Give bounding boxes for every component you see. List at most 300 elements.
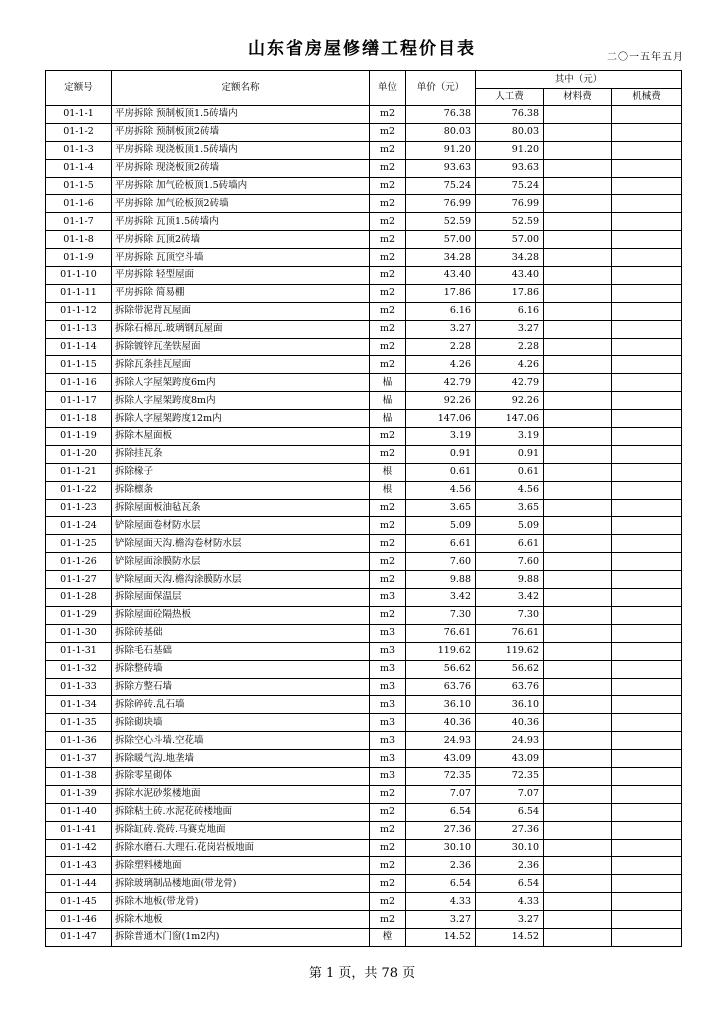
row-material — [544, 571, 612, 589]
row-material — [544, 714, 612, 732]
row-price: 3.27 — [406, 320, 476, 338]
row-price: 0.61 — [406, 463, 476, 481]
row-name: 拆除零星砌体 — [112, 767, 370, 785]
row-code: 01-1-15 — [46, 356, 112, 374]
row-price: 72.35 — [406, 767, 476, 785]
row-price: 91.20 — [406, 141, 476, 159]
row-price: 30.10 — [406, 839, 476, 857]
table-row — [46, 410, 682, 428]
row-unit: m2 — [370, 553, 406, 571]
row-labor: 43.09 — [476, 750, 544, 768]
row-name: 拆除空心斗墙.空花墙 — [112, 732, 370, 750]
row-name: 平房拆除 轻型屋面 — [112, 267, 370, 285]
table-row — [46, 106, 682, 124]
row-material — [544, 499, 612, 517]
table-row — [46, 750, 682, 768]
table-row — [46, 803, 682, 821]
row-unit: m3 — [370, 696, 406, 714]
table-row — [46, 589, 682, 607]
row-machine — [612, 159, 682, 177]
row-price: 4.56 — [406, 481, 476, 499]
row-price: 4.33 — [406, 893, 476, 911]
row-unit: 榀 — [370, 410, 406, 428]
row-price: 76.38 — [406, 106, 476, 124]
row-machine — [612, 123, 682, 141]
row-labor: 91.20 — [476, 141, 544, 159]
row-unit: m2 — [370, 320, 406, 338]
row-material — [544, 839, 612, 857]
row-code: 01-1-18 — [46, 410, 112, 428]
row-material — [544, 410, 612, 428]
row-labor: 147.06 — [476, 410, 544, 428]
row-price: 7.30 — [406, 606, 476, 624]
row-price: 119.62 — [406, 642, 476, 660]
table-row — [46, 911, 682, 929]
row-unit: m2 — [370, 213, 406, 231]
row-material — [544, 928, 612, 946]
table-row — [46, 535, 682, 553]
row-name: 拆除水泥砂浆楼地面 — [112, 785, 370, 803]
row-unit: m2 — [370, 141, 406, 159]
row-unit: m3 — [370, 642, 406, 660]
row-price: 42.79 — [406, 374, 476, 392]
row-unit: m3 — [370, 624, 406, 642]
row-unit: m2 — [370, 875, 406, 893]
row-price: 76.61 — [406, 624, 476, 642]
row-code: 01-1-25 — [46, 535, 112, 553]
row-material — [544, 177, 612, 195]
row-name: 拆除人字屋架跨度12m内 — [112, 410, 370, 428]
row-machine — [612, 803, 682, 821]
page-title: 山东省房屋修缮工程价目表 — [248, 39, 476, 59]
row-code: 01-1-7 — [46, 213, 112, 231]
row-labor: 76.61 — [476, 624, 544, 642]
row-material — [544, 535, 612, 553]
row-machine — [612, 624, 682, 642]
row-price: 80.03 — [406, 123, 476, 141]
row-machine — [612, 141, 682, 159]
row-labor: 3.19 — [476, 428, 544, 446]
row-name: 拆除挂瓦条 — [112, 445, 370, 463]
row-name: 拆除屋面保温层 — [112, 589, 370, 607]
table-row — [46, 177, 682, 195]
row-price: 6.54 — [406, 875, 476, 893]
row-code: 01-1-30 — [46, 624, 112, 642]
row-name: 拆除塑料楼地面 — [112, 857, 370, 875]
row-labor: 3.42 — [476, 589, 544, 607]
row-material — [544, 302, 612, 320]
row-price: 2.28 — [406, 338, 476, 356]
table-row — [46, 302, 682, 320]
row-material — [544, 141, 612, 159]
row-unit: m2 — [370, 606, 406, 624]
row-unit: 根 — [370, 481, 406, 499]
document-date: 二〇一五年五月 — [607, 52, 684, 63]
table-row — [46, 463, 682, 481]
row-unit: m2 — [370, 231, 406, 249]
row-code: 01-1-43 — [46, 857, 112, 875]
row-code: 01-1-39 — [46, 785, 112, 803]
row-labor: 34.28 — [476, 249, 544, 267]
row-name: 拆除砖基础 — [112, 624, 370, 642]
row-material — [544, 893, 612, 911]
row-code: 01-1-28 — [46, 589, 112, 607]
row-machine — [612, 678, 682, 696]
table-row — [46, 660, 682, 678]
row-machine — [612, 284, 682, 302]
row-material — [544, 374, 612, 392]
table-row — [46, 553, 682, 571]
row-price: 93.63 — [406, 159, 476, 177]
row-unit: 樘 — [370, 928, 406, 946]
table-row — [46, 893, 682, 911]
row-machine — [612, 374, 682, 392]
row-code: 01-1-24 — [46, 517, 112, 535]
row-machine — [612, 231, 682, 249]
row-code: 01-1-26 — [46, 553, 112, 571]
row-name: 平房拆除 瓦顶2砖墙 — [112, 231, 370, 249]
table-row — [46, 499, 682, 517]
row-price: 17.86 — [406, 284, 476, 302]
row-code: 01-1-19 — [46, 428, 112, 446]
row-name: 拆除屋面板油毡瓦条 — [112, 499, 370, 517]
row-unit: m2 — [370, 535, 406, 553]
row-name: 铲除屋面涂膜防水层 — [112, 553, 370, 571]
row-labor: 17.86 — [476, 284, 544, 302]
table-row — [46, 284, 682, 302]
header-group: 其中（元） — [476, 71, 682, 89]
row-labor: 2.36 — [476, 857, 544, 875]
row-name: 拆除人字屋架跨度6m内 — [112, 374, 370, 392]
table-row — [46, 624, 682, 642]
row-code: 01-1-16 — [46, 374, 112, 392]
row-machine — [612, 249, 682, 267]
row-name: 拆除水磨石.大理石.花岗岩板地面 — [112, 839, 370, 857]
row-code: 01-1-34 — [46, 696, 112, 714]
row-labor: 3.27 — [476, 911, 544, 929]
table-row — [46, 714, 682, 732]
row-code: 01-1-47 — [46, 928, 112, 946]
row-name: 铲除屋面天沟.檐沟涂膜防水层 — [112, 571, 370, 589]
row-code: 01-1-21 — [46, 463, 112, 481]
row-material — [544, 911, 612, 929]
row-unit: m2 — [370, 499, 406, 517]
row-unit: m2 — [370, 267, 406, 285]
row-name: 拆除瓦条挂瓦屋面 — [112, 356, 370, 374]
row-unit: 根 — [370, 463, 406, 481]
row-machine — [612, 642, 682, 660]
header-price: 单价（元） — [406, 71, 476, 106]
row-labor: 4.26 — [476, 356, 544, 374]
row-machine — [612, 767, 682, 785]
row-name: 拆除暖气沟.地垄墙 — [112, 750, 370, 768]
row-unit: m2 — [370, 517, 406, 535]
row-price: 3.65 — [406, 499, 476, 517]
row-unit: m2 — [370, 445, 406, 463]
row-machine — [612, 821, 682, 839]
row-unit: m3 — [370, 678, 406, 696]
row-material — [544, 803, 612, 821]
table-row — [46, 267, 682, 285]
row-labor: 76.38 — [476, 106, 544, 124]
table-row — [46, 141, 682, 159]
row-code: 01-1-12 — [46, 302, 112, 320]
row-name: 铲除屋面卷材防水层 — [112, 517, 370, 535]
row-price: 76.99 — [406, 195, 476, 213]
row-machine — [612, 213, 682, 231]
row-material — [544, 875, 612, 893]
row-name: 平房拆除 预制板顶1.5砖墙内 — [112, 106, 370, 124]
row-material — [544, 606, 612, 624]
row-name: 铲除屋面天沟.檐沟卷材防水层 — [112, 535, 370, 553]
header-name: 定额名称 — [112, 71, 370, 106]
row-machine — [612, 463, 682, 481]
row-code: 01-1-22 — [46, 481, 112, 499]
table-row — [46, 767, 682, 785]
row-code: 01-1-20 — [46, 445, 112, 463]
row-material — [544, 821, 612, 839]
row-code: 01-1-42 — [46, 839, 112, 857]
row-code: 01-1-8 — [46, 231, 112, 249]
row-machine — [612, 660, 682, 678]
row-unit: 榀 — [370, 374, 406, 392]
table-row — [46, 732, 682, 750]
row-unit: m2 — [370, 284, 406, 302]
row-unit: 榀 — [370, 392, 406, 410]
row-unit: m2 — [370, 123, 406, 141]
row-name: 平房拆除 瓦顶1.5砖墙内 — [112, 213, 370, 231]
row-code: 01-1-4 — [46, 159, 112, 177]
row-labor: 7.60 — [476, 553, 544, 571]
row-unit: m2 — [370, 195, 406, 213]
row-material — [544, 267, 612, 285]
row-name: 拆除檩条 — [112, 481, 370, 499]
row-machine — [612, 499, 682, 517]
row-material — [544, 213, 612, 231]
row-labor: 7.30 — [476, 606, 544, 624]
table-row — [46, 839, 682, 857]
table-row — [46, 517, 682, 535]
row-code: 01-1-13 — [46, 320, 112, 338]
row-material — [544, 159, 612, 177]
row-labor: 56.62 — [476, 660, 544, 678]
table-row — [46, 821, 682, 839]
row-labor: 40.36 — [476, 714, 544, 732]
row-code: 01-1-29 — [46, 606, 112, 624]
table-row — [46, 123, 682, 141]
row-material — [544, 445, 612, 463]
header-code: 定额号 — [46, 71, 112, 106]
row-unit: m2 — [370, 839, 406, 857]
row-name: 拆除玻璃制品楼地面(带龙骨) — [112, 875, 370, 893]
row-labor: 3.65 — [476, 499, 544, 517]
row-machine — [612, 338, 682, 356]
row-price: 75.24 — [406, 177, 476, 195]
row-material — [544, 231, 612, 249]
row-unit: m2 — [370, 428, 406, 446]
row-machine — [612, 535, 682, 553]
row-machine — [612, 267, 682, 285]
row-machine — [612, 696, 682, 714]
row-code: 01-1-11 — [46, 284, 112, 302]
row-price: 0.91 — [406, 445, 476, 463]
row-machine — [612, 410, 682, 428]
table-row — [46, 785, 682, 803]
row-name: 拆除木地板 — [112, 911, 370, 929]
row-machine — [612, 517, 682, 535]
row-price: 5.09 — [406, 517, 476, 535]
row-code: 01-1-36 — [46, 732, 112, 750]
row-labor: 24.93 — [476, 732, 544, 750]
row-material — [544, 428, 612, 446]
row-material — [544, 106, 612, 124]
row-price: 43.09 — [406, 750, 476, 768]
row-code: 01-1-37 — [46, 750, 112, 768]
row-material — [544, 123, 612, 141]
row-price: 147.06 — [406, 410, 476, 428]
row-code: 01-1-46 — [46, 911, 112, 929]
row-labor: 6.61 — [476, 535, 544, 553]
row-labor: 2.28 — [476, 338, 544, 356]
row-name: 平房拆除 加气砼板顶2砖墙 — [112, 195, 370, 213]
table-row — [46, 875, 682, 893]
row-unit: m2 — [370, 785, 406, 803]
row-price: 4.26 — [406, 356, 476, 374]
row-material — [544, 481, 612, 499]
row-unit: m2 — [370, 338, 406, 356]
row-machine — [612, 839, 682, 857]
row-machine — [612, 911, 682, 929]
row-code: 01-1-9 — [46, 249, 112, 267]
row-code: 01-1-2 — [46, 123, 112, 141]
row-unit: m3 — [370, 714, 406, 732]
row-labor: 119.62 — [476, 642, 544, 660]
row-unit: m3 — [370, 660, 406, 678]
row-material — [544, 767, 612, 785]
page-footer: 第 1 页，共 78 页 — [308, 966, 416, 981]
row-labor: 0.91 — [476, 445, 544, 463]
row-machine — [612, 195, 682, 213]
row-price: 3.42 — [406, 589, 476, 607]
header-labor: 人工费 — [476, 89, 544, 106]
row-unit: m2 — [370, 857, 406, 875]
row-name: 拆除人字屋架跨度8m内 — [112, 392, 370, 410]
row-unit: m3 — [370, 750, 406, 768]
row-unit: m2 — [370, 571, 406, 589]
row-name: 拆除粘土砖.水泥花砖楼地面 — [112, 803, 370, 821]
table-body — [46, 106, 682, 947]
row-machine — [612, 392, 682, 410]
row-unit: m2 — [370, 911, 406, 929]
row-material — [544, 249, 612, 267]
row-material — [544, 750, 612, 768]
table-row — [46, 678, 682, 696]
row-unit: m2 — [370, 821, 406, 839]
row-unit: m3 — [370, 589, 406, 607]
row-machine — [612, 320, 682, 338]
row-machine — [612, 553, 682, 571]
row-name: 拆除普通木门窗(1m2内) — [112, 928, 370, 946]
row-machine — [612, 785, 682, 803]
row-code: 01-1-44 — [46, 875, 112, 893]
row-code: 01-1-35 — [46, 714, 112, 732]
row-code: 01-1-41 — [46, 821, 112, 839]
row-price: 3.27 — [406, 911, 476, 929]
row-name: 拆除碎砖.乱石墙 — [112, 696, 370, 714]
header-machine: 机械费 — [612, 89, 682, 106]
header-unit: 单位 — [370, 71, 406, 106]
row-code: 01-1-10 — [46, 267, 112, 285]
row-unit: m2 — [370, 302, 406, 320]
row-name: 平房拆除 现浇板顶2砖墙 — [112, 159, 370, 177]
row-machine — [612, 714, 682, 732]
price-table — [45, 70, 682, 947]
table-row — [46, 231, 682, 249]
table-row — [46, 696, 682, 714]
row-material — [544, 463, 612, 481]
row-labor: 7.07 — [476, 785, 544, 803]
row-code: 01-1-5 — [46, 177, 112, 195]
table-row — [46, 445, 682, 463]
row-labor: 6.54 — [476, 875, 544, 893]
row-machine — [612, 356, 682, 374]
row-labor: 57.00 — [476, 231, 544, 249]
row-price: 36.10 — [406, 696, 476, 714]
row-price: 63.76 — [406, 678, 476, 696]
row-material — [544, 732, 612, 750]
row-name: 拆除石棉瓦.玻璃钢瓦屋面 — [112, 320, 370, 338]
row-machine — [612, 481, 682, 499]
row-material — [544, 857, 612, 875]
table-row — [46, 320, 682, 338]
row-price: 14.52 — [406, 928, 476, 946]
row-machine — [612, 106, 682, 124]
row-machine — [612, 750, 682, 768]
row-code: 01-1-32 — [46, 660, 112, 678]
row-material — [544, 392, 612, 410]
table-row — [46, 392, 682, 410]
row-material — [544, 553, 612, 571]
row-labor: 6.16 — [476, 302, 544, 320]
row-name: 拆除木屋面板 — [112, 428, 370, 446]
row-material — [544, 195, 612, 213]
row-code: 01-1-1 — [46, 106, 112, 124]
row-price: 3.19 — [406, 428, 476, 446]
table-row — [46, 642, 682, 660]
row-name: 拆除木地板(带龙骨) — [112, 893, 370, 911]
row-material — [544, 678, 612, 696]
table-row — [46, 159, 682, 177]
row-unit: m2 — [370, 249, 406, 267]
row-unit: m2 — [370, 893, 406, 911]
row-labor: 30.10 — [476, 839, 544, 857]
row-labor: 42.79 — [476, 374, 544, 392]
row-code: 01-1-17 — [46, 392, 112, 410]
row-labor: 36.10 — [476, 696, 544, 714]
row-labor: 14.52 — [476, 928, 544, 946]
row-price: 34.28 — [406, 249, 476, 267]
row-material — [544, 696, 612, 714]
row-name: 拆除砌块墙 — [112, 714, 370, 732]
row-labor: 75.24 — [476, 177, 544, 195]
row-labor: 3.27 — [476, 320, 544, 338]
row-labor: 76.99 — [476, 195, 544, 213]
row-unit: m2 — [370, 177, 406, 195]
row-labor: 4.33 — [476, 893, 544, 911]
row-code: 01-1-33 — [46, 678, 112, 696]
row-material — [544, 517, 612, 535]
row-price: 2.36 — [406, 857, 476, 875]
